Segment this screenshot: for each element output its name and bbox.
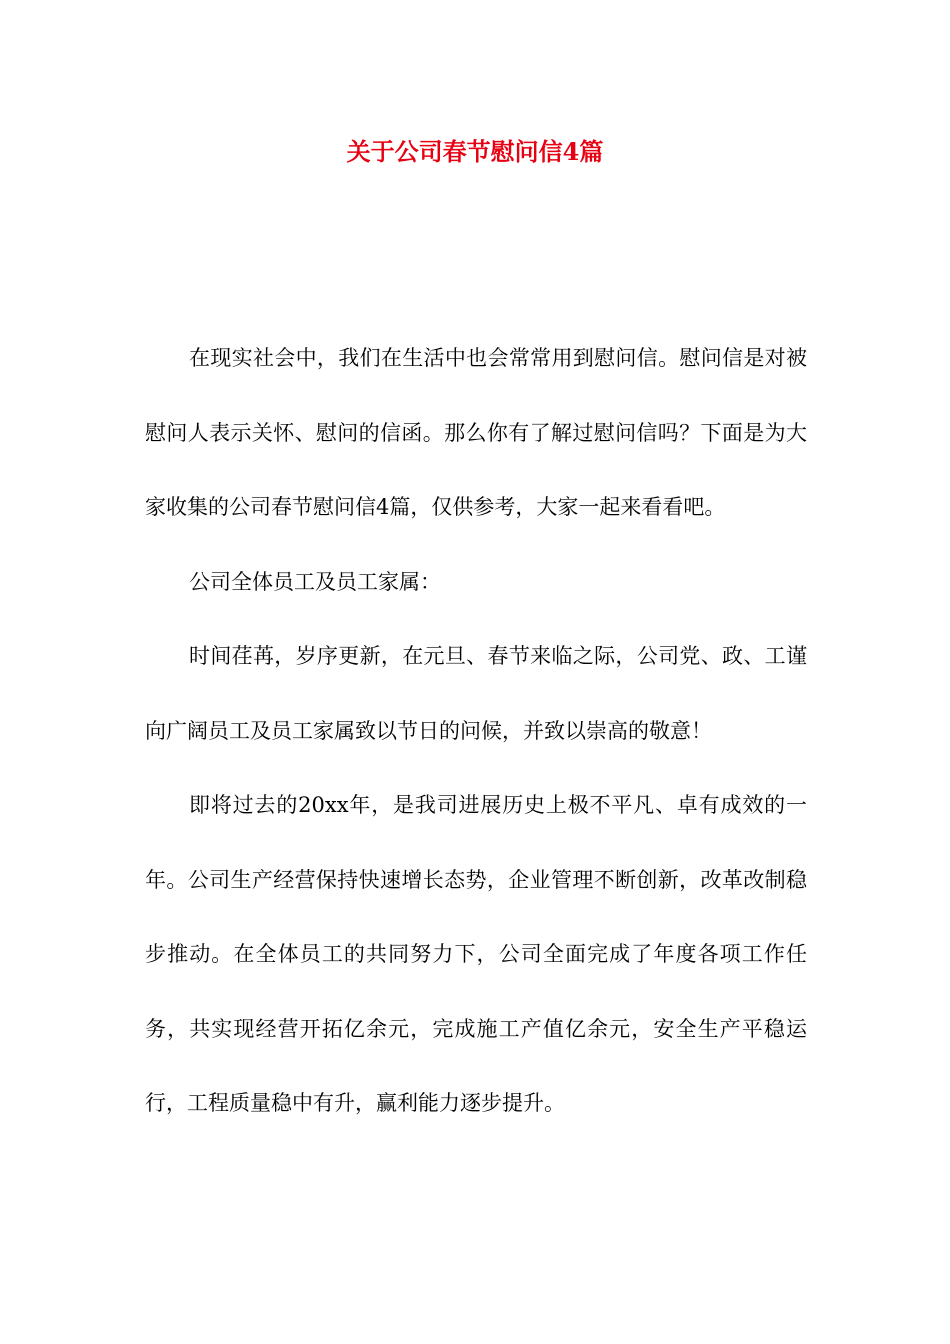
paragraph-review: 即将过去的20xx年，是我司进展历史上极不平凡、卓有成效的一年。公司生产经营保持快速增长态势，企业管理不断创新，改革改制稳步推动。在全体员工的共同努力下，公司全面完成了年度各项工作任务，共实现经营开拓亿余元，完成施工产值亿余元，安全生产平稳运行，工程质量稳中有升，赢利能力逐步提升。 [145,793,807,1115]
document-body [145,321,807,1141]
paragraph-salutation: 公司全体员工及员工家属： [189,569,441,594]
paragraph-greeting: 时间荏苒，岁序更新，在元旦、春节来临之际，公司党、政、工谨向广阔员工及员工家属致以节日的问候，并致以崇高的敬意！ [145,644,807,743]
document-title: 关于公司春节慰问信4篇 [346,137,604,166]
paragraph-intro: 在现实社会中，我们在生活中也会常常用到慰问信。慰问信是对被慰问人表示关怀、慰问的信函。那么你有了解过慰问信吗？下面是为大家收集的公司春节慰问信4篇，仅供参考，大家一起来看看吧。 [145,346,807,519]
